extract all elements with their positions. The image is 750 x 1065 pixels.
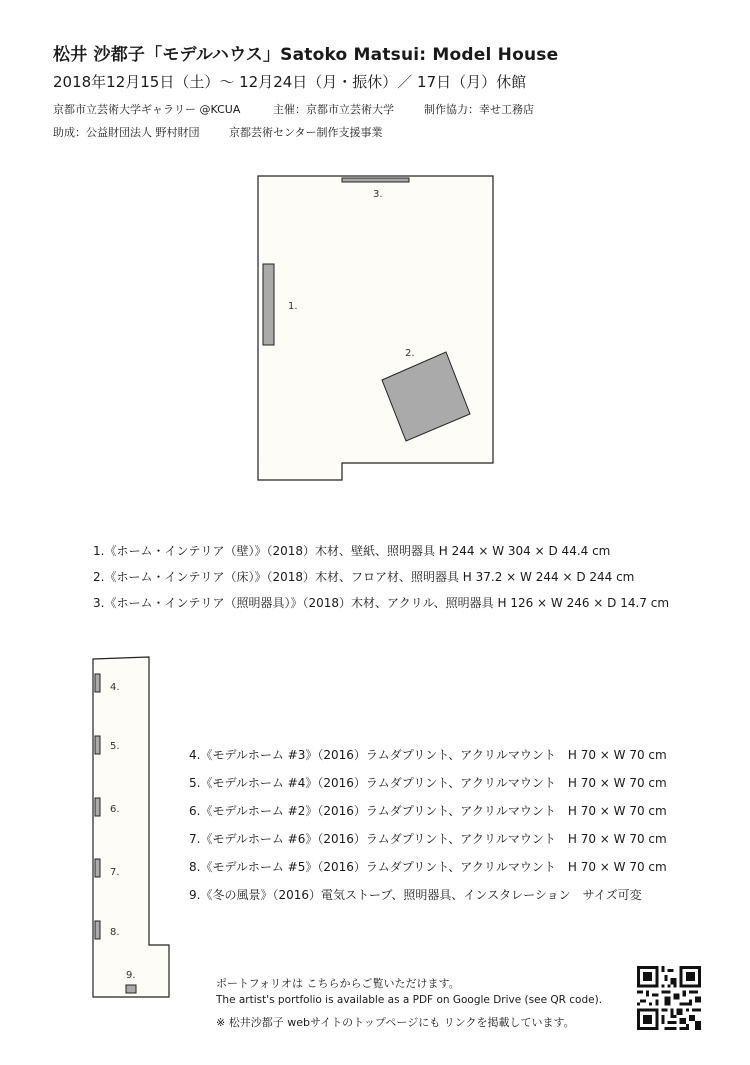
label-9: 9. — [126, 970, 136, 981]
label-4: 4. — [110, 682, 120, 693]
cooperation: 制作協力：幸せ工務店 — [424, 103, 534, 116]
work-item-5: 5.《モデルホーム #4》（2016）ラムダプリント、アクリルマウント H 70 × W 70 cm — [189, 776, 667, 790]
corridor-outline — [93, 657, 169, 997]
work-item-8: 8.《モデルホーム #5》（2016）ラムダプリント、アクリルマウント H 70 × W 70 cm — [189, 860, 667, 874]
portfolio-note-en: The artist's portfolio is available as a PDF on Google Drive (see QR code). — [216, 994, 603, 1006]
label-7: 7. — [110, 867, 120, 878]
work-8 — [95, 921, 100, 939]
label-3: 3. — [373, 189, 383, 200]
support: 京都芸術センター制作支援事業 — [229, 126, 383, 139]
page-title: 松井 沙都子「モデルハウス」Satoko Matsui: Model House — [53, 45, 559, 65]
grant: 助成：公益財団法人 野村財団 — [53, 126, 200, 139]
portfolio-note-ja: ポートフォリオは こちらからご覧いただけます。 — [216, 977, 460, 990]
exhibition-dates: 2018年12月15日（土）～ 12月24日（月・振休）／ 17日（月）休館 — [53, 73, 527, 91]
work-item-1: 1.《ホーム・インテリア（壁）》（2018）木材、壁紙、照明器具 H 244 × W 304 × D 44.4 cm — [93, 544, 611, 558]
work-7 — [95, 859, 100, 877]
label-2: 2. — [405, 348, 415, 359]
qr-code-icon[interactable] — [637, 966, 701, 1030]
work-item-7: 7.《モデルホーム #6》（2016）ラムダプリント、アクリルマウント H 70 × W 70 cm — [189, 832, 667, 846]
label-6: 6. — [110, 804, 120, 815]
website-note: ※ 松井沙都子 webサイトのトップページにも リンクを掲載しています。 — [216, 1016, 575, 1029]
work-item-6: 6.《モデルホーム #2》（2016）ラムダプリント、アクリルマウント H 70 × W 70 cm — [189, 804, 667, 818]
work-6 — [95, 798, 100, 816]
work-item-3: 3.《ホーム・インテリア（照明器具）》（2018）木材、アクリル、照明器具 H 126 × W 246 × D 14.7 cm — [93, 596, 670, 610]
label-8: 8. — [110, 927, 120, 938]
organizer: 主催：京都市立芸術大学 — [273, 103, 394, 116]
work-item-4: 4.《モデルホーム #3》（2016）ラムダプリント、アクリルマウント H 70 × W 70 cm — [189, 748, 667, 762]
work-5 — [95, 736, 100, 754]
label-5: 5. — [110, 741, 120, 752]
label-1: 1. — [288, 301, 298, 312]
work-item-2: 2.《ホーム・インテリア（床）》（2018）木材、フロア材、照明器具 H 37.2 × W 244 × D 244 cm — [93, 570, 635, 584]
work-9 — [126, 985, 136, 993]
venue: 京都市立芸術大学ギャラリー @KCUA — [53, 103, 241, 116]
work-4 — [95, 674, 100, 692]
work-item-9: 9.《冬の風景》（2016）電気ストーブ、照明器具、インスタレーション サイズ可変 — [189, 888, 642, 902]
